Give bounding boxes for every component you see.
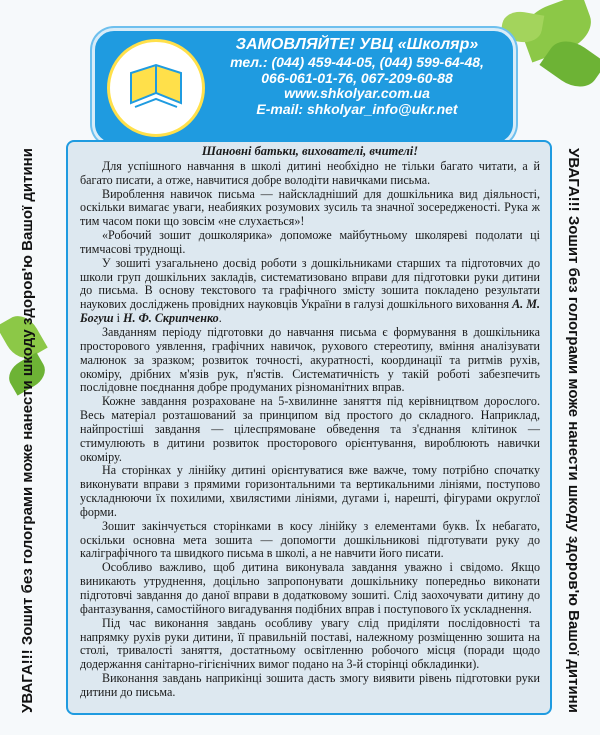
side-warning-right: УВАГА!!! Зошит без голограми може нанести шкоду здоров'ю Вашої дитини — [564, 147, 582, 713]
book-icon — [121, 53, 191, 123]
paragraph: Особливо важливо, щоб дитина виконувала завдання уважно і свідомо. Якщо виникають утруднення, доцільно запропонувати дошкільнику попередньо виконати підготовчі завдання до даної вправи в додатковому зошиті. Слід заохочувати дитину до фантазування, самостійного вигадування подібних вправ і поступового їх ускладнення. — [80, 560, 540, 616]
letter-text-box — [66, 140, 552, 715]
author-name: А. М. Богуш — [80, 297, 540, 326]
banner-email-link[interactable]: E-mail: shkolyar_info@ukr.net — [256, 100, 458, 117]
paragraph: Виконання завдань наприкінці зошита дасть змогу виявити рівень підготовки руки дитини до письма. — [80, 671, 540, 699]
paragraph: Зошит закінчується сторінками в косу лінійку з елементами букв. Їх небагато, оскільки основна мета зошита — допомогти дошкільникові підготувати руку до каліграфічного та швидкого письма в школі, а не навчити його писати. — [80, 518, 540, 561]
paragraph: Вироблення навичок письма — найскладніший для дошкільника вид діяльності, оскільки вимагає уваги, неабияких розумових зусиль та значної зосередженості. Рука ж тим часом поки що зовсім «не слухається»! — [80, 186, 540, 229]
banner-website-link[interactable]: www.shkolyar.com.ua — [284, 85, 430, 101]
paragraph: У зошиті узагальнено досвід роботи з дошкільниками старших та підготовчих до школи груп дошкільних закладів, систематизовано вправи для підготовки руки дитини до письма. В основу текстового та графічного змісту зошита покладено результати наукових досліджень провідних науковців України в галузі дошкільного виховання А. М. Богуш і Н. Ф. Скрипченко. — [80, 255, 540, 326]
banner-phones-2: 066-061-01-76, 067-209-60-88 — [261, 69, 453, 86]
banner-phones: тел.: (044) 459-44-05, (044) 599-64-48, — [230, 54, 484, 70]
publisher-banner — [92, 28, 516, 146]
paragraph: «Робочий зошит дошколярика» допоможе майбутньому школяреві подолати ці тимчасові труднощі. — [80, 228, 540, 256]
paragraph: Завданням періоду підготовки до навчання письма є формування в дошкільника просторового уявлення, графічних навичок, рухового стереотипу, вміння аналізувати малюнок за зразком; розвиток точності, акуратності, координації та ритмів рухів, окоміру, дрібних м'язів рук, п'ястів. Систематичність у такій роботі забезпечить послідовне поєднання добре продуманих різноманітних вправ. — [80, 324, 540, 395]
banner-title: ЗАМОВЛЯЙТЕ! УВЦ «Школяр» — [235, 36, 479, 53]
paragraph: Під час виконання завдань особливу увагу слід приділяти послідовності та напрямку рухів руки дитини, її правильній поставі, належному розміщенню зошита на столі, тривалості заняття, достатньому освітленню робочого місця (поради щодо додержання санітарно-гігієнічних вимог подано на 3-й сторінці обкладинки). — [80, 615, 540, 672]
paragraph: Для успішного навчання в школі дитині необхідно не тільки багато читати, а й багато писати, а отже, навчитися добре володіти навичками письма. — [80, 158, 540, 187]
greeting: Шановні батьки, вихователі, вчителі! — [201, 144, 419, 158]
publisher-logo — [107, 39, 205, 137]
author-name: Н. Ф. Скрипченко — [123, 311, 219, 326]
side-warning-left: УВАГА!!! Зошит без голограми може нанести шкоду здоров'ю Вашої дитини — [18, 147, 36, 713]
paragraph: Кожне завдання розраховане на 5-хвилинне заняття під керівництвом дорослого. Весь матеріал розташований за принципом від простого до складного. Наприклад, найпростіші завдання — цілеспрямоване обведення та з'єднання клітинок — стимулюють в дитини розвиток просторового орієнтування, вироблюють навички окоміру. — [80, 394, 540, 464]
paragraph: На сторінках у лінійку дитині орієнтуватися вже важче, тому потрібно спочатку виконувати вправи з прямими горизонтальними та вертикальними лініями, поступово ускладнюючи їх похилими, хвилястими лініями, дугами і, нарешті, фігурами округлої форми. — [80, 463, 540, 519]
